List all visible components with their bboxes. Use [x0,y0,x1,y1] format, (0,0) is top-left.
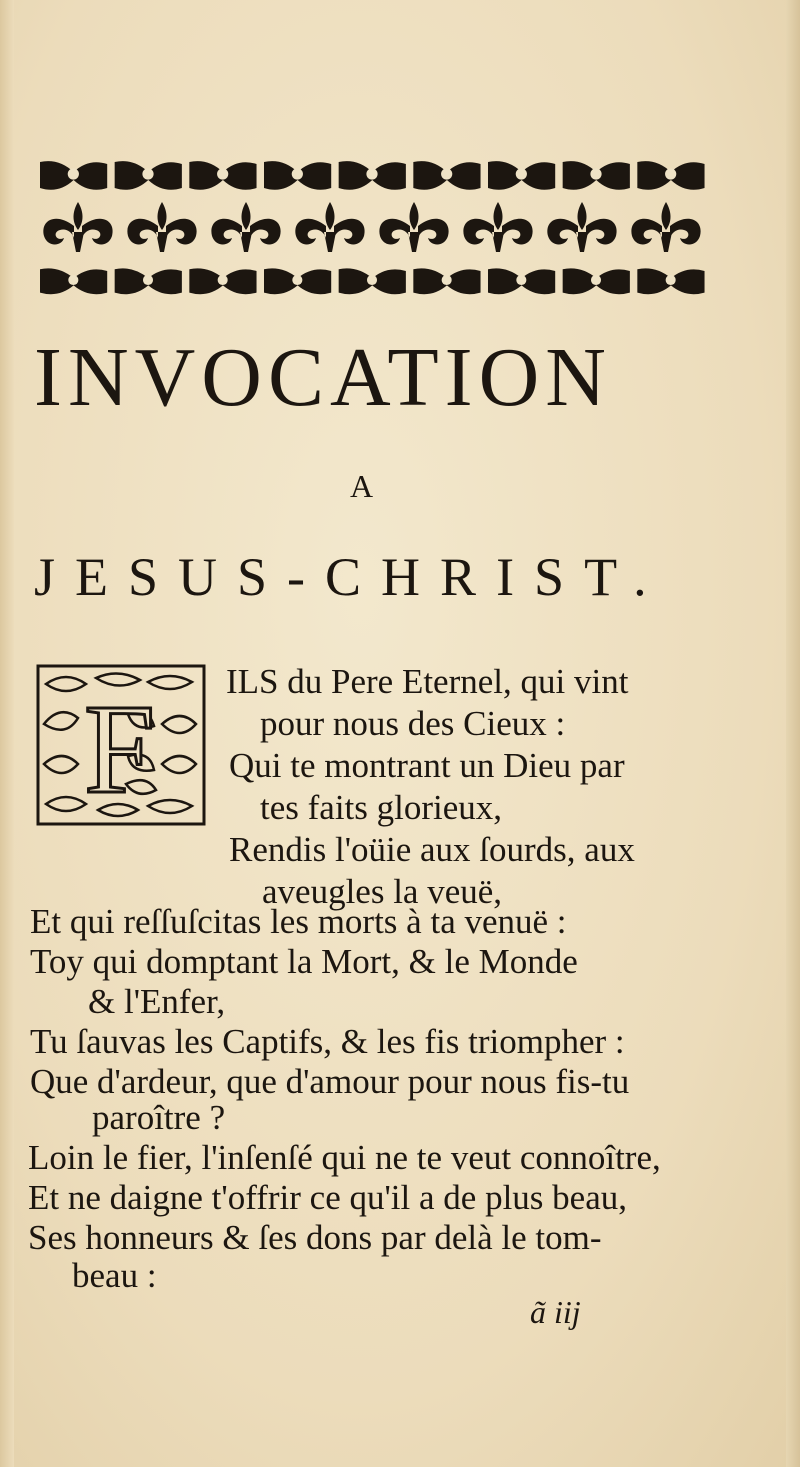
ornament-dot-icon [442,275,452,285]
poem-line-7: Et qui reſſuſcitas les morts à ta venuë : [30,902,567,941]
poem-line-4: tes faits glorieux, [260,788,503,827]
poem-line-3: Qui te montrant un Dieu par [229,746,625,785]
ornament-dot-icon [666,275,676,285]
ornament-border-top [36,154,708,194]
ornament-dot-icon [142,168,153,179]
fleuron-icon [295,202,364,252]
poem-line-1: ILS du Pere Eternel, qui vint [226,662,629,701]
poem-line-10: Tu ſauvas les Captifs, & les fis triompher : [30,1022,625,1061]
signature-mark: ã iij [530,1294,581,1330]
fleuron-icon [211,202,280,252]
poem-line-14: Et ne daigne t'offrir ce qu'il a de plus beau, [28,1178,627,1217]
page-edge-left [0,0,14,1467]
poem-line-8: Toy qui domptant la Mort, & le Monde [30,942,578,981]
poem-line-16: beau : [72,1256,157,1295]
ornament-border-bottom [36,262,708,298]
ornament-dot-icon [68,275,78,285]
poem-line-15: Ses honneurs & ſes dons par delà le tom- [28,1218,602,1257]
ornament-dot-icon [516,168,527,179]
ornament-dot-icon [68,168,79,179]
fleuron-icon [631,202,700,252]
ornament-dot-icon [591,275,601,285]
fleuron-icon [43,202,112,252]
fleuron-icon [547,202,616,252]
ornament-dot-icon [366,168,377,179]
page-edge-right [786,0,800,1467]
ornament-dot-icon [143,275,153,285]
ornament-dot-icon [292,275,302,285]
ornament-dot-icon [665,168,676,179]
dropcap-letter: F [84,678,156,820]
poem-line-12: paroître ? [92,1098,226,1137]
fleuron-icon [463,202,532,252]
title-subject: JESUS-CHRIST. [34,547,667,607]
ornament-dot-icon [441,168,452,179]
poem-line-6: aveugles la veuë, [262,872,503,911]
poem-line-2: pour nous des Cieux : [260,704,566,743]
title-preposition: A [350,468,374,504]
page-title: INVOCATION [34,331,612,424]
ornament-dot-icon [590,168,601,179]
ornament-dot-icon [516,275,526,285]
poem-line-13: Loin le fier, l'inſenſé qui ne te veut connoître, [28,1138,661,1177]
poem-line-11: Que d'ardeur, que d'amour pour nous fis-tu [30,1062,630,1101]
poem-line-5: Rendis l'oüie aux ſourds, aux [229,830,635,869]
ornament-dot-icon [217,168,228,179]
ornament-dot-icon [367,275,377,285]
ornament-dot-icon [218,275,228,285]
ornament-dot-icon [292,168,303,179]
fleuron-icon [379,202,448,252]
ornament-fleuron-row [36,196,708,258]
ornamental-initial-icon [36,664,206,826]
fleuron-icon [127,202,196,252]
poem-line-9: & l'Enfer, [88,982,226,1021]
